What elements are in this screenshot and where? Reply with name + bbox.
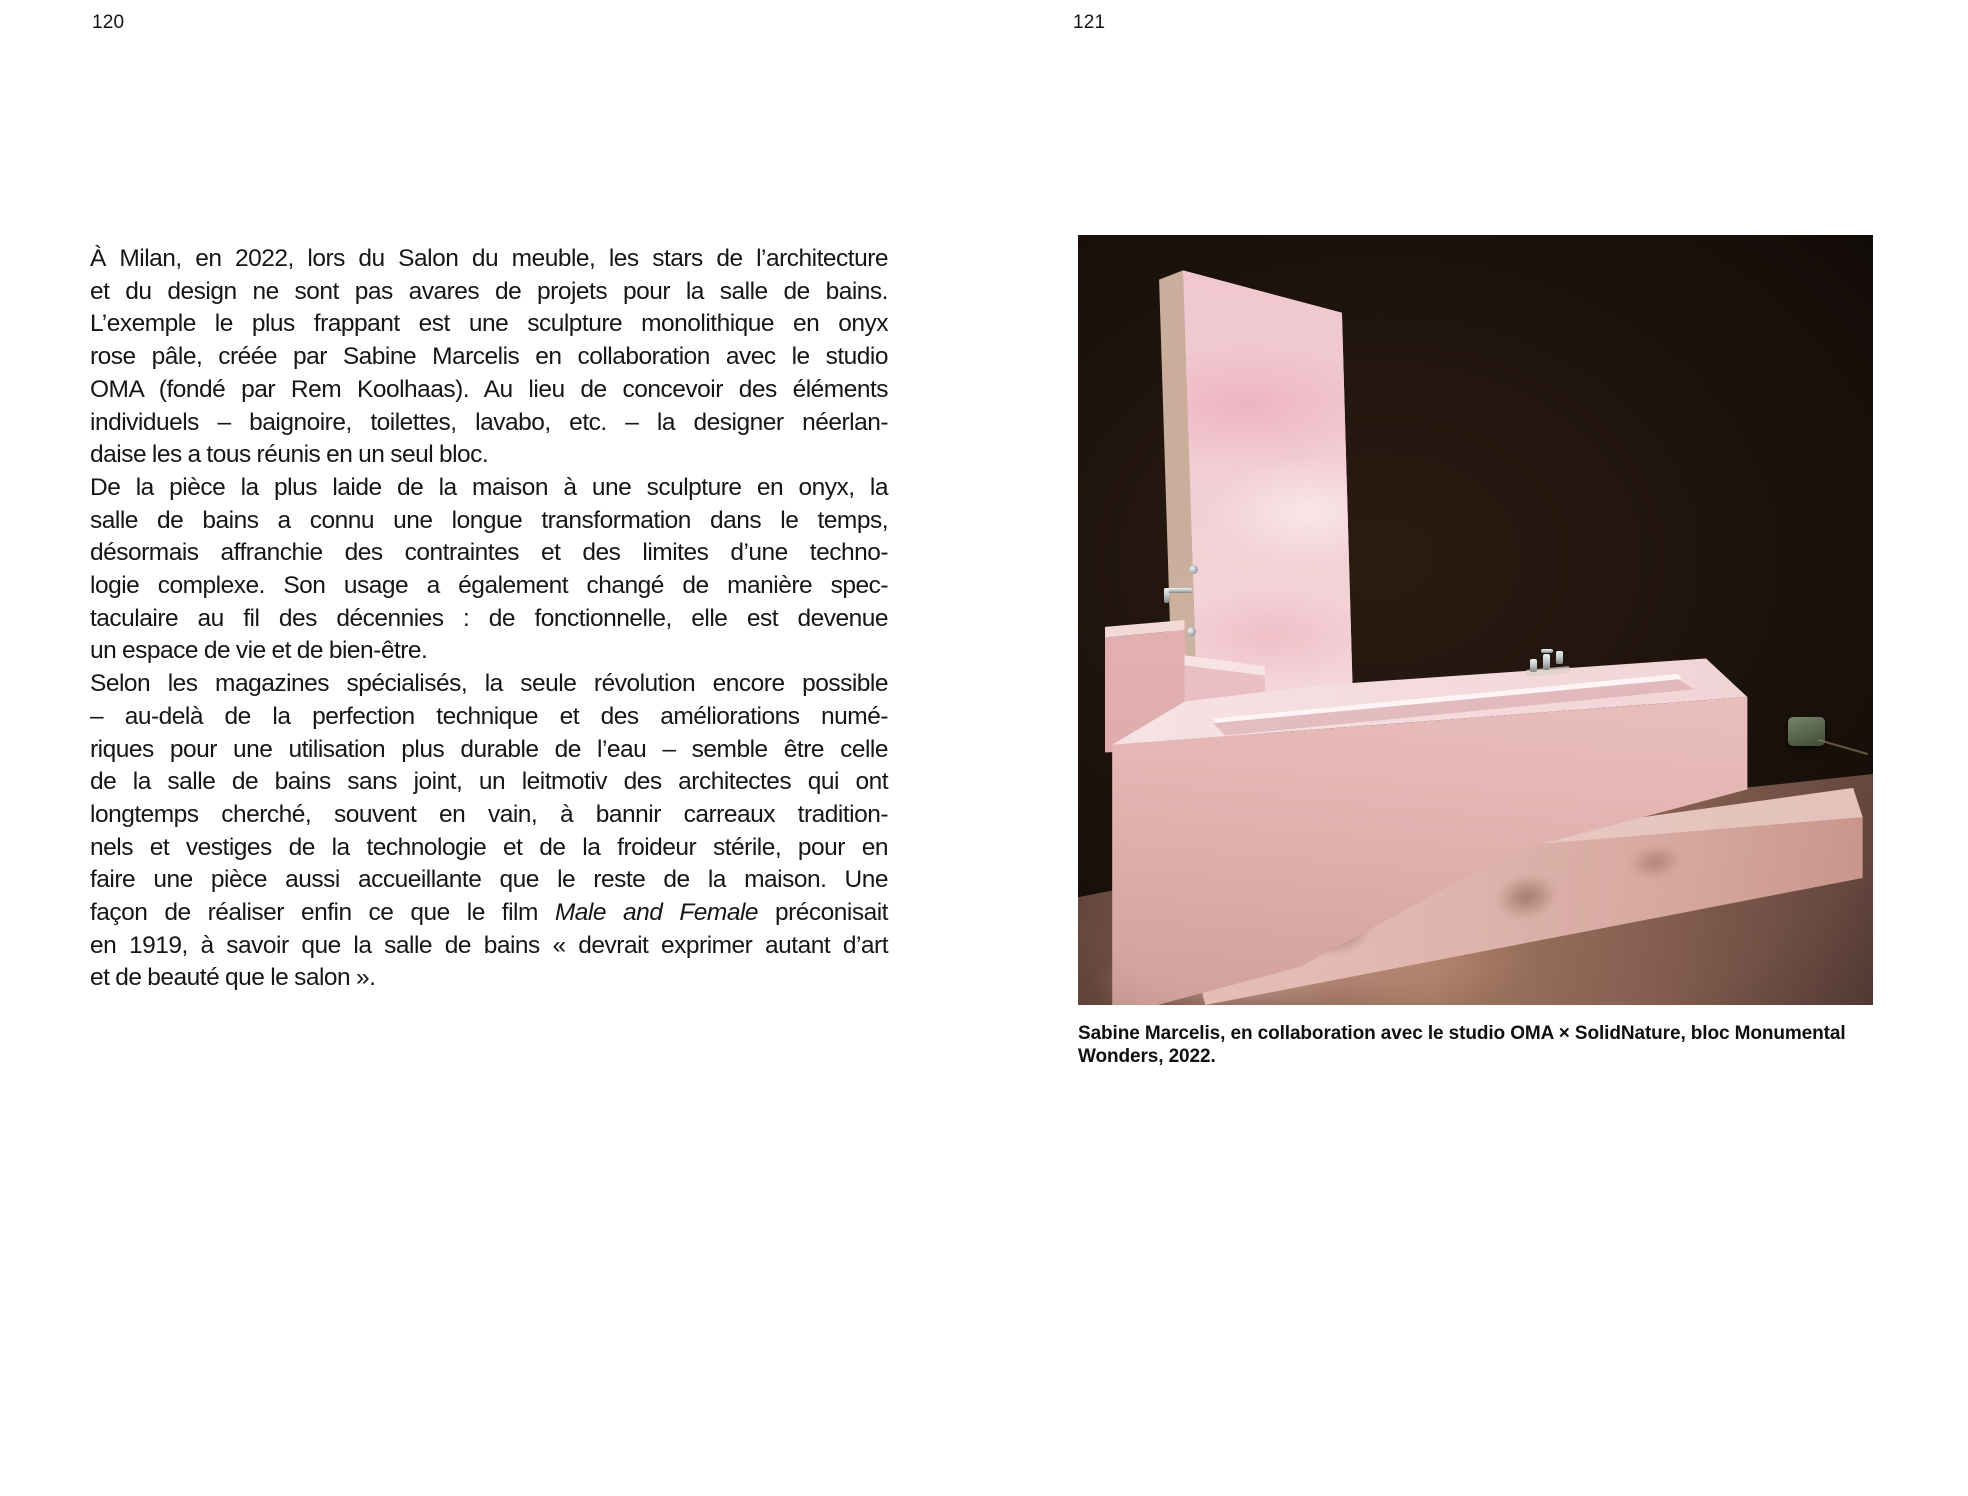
photo-caption bbox=[1078, 1022, 1868, 1068]
text-line: individuels – baignoire, toilettes, lavabo, etc. – la designer néerlan- bbox=[90, 408, 888, 436]
text-line: – au-delà de la perfection technique et des améliorations numé- bbox=[90, 702, 888, 730]
text-line: Selon les magazines spécialisés, la seule révolution encore possible bbox=[90, 670, 888, 698]
text-line: salle de bains a connu une longue transformation dans le temps, bbox=[90, 506, 888, 534]
photo-vignette bbox=[1078, 235, 1873, 1005]
text-line: et de beauté que le salon ». bbox=[90, 964, 376, 992]
text-line: longtemps cherché, souvent en vain, à bannir carreaux tradition- bbox=[90, 800, 888, 828]
caption-line-2: Wonders, 2022. bbox=[1078, 1046, 1216, 1067]
text-line: désormais affranchie des contraintes et des limites d’une techno- bbox=[90, 539, 888, 567]
text-line: De la pièce la plus laide de la maison à une sculpture en onyx, la bbox=[90, 473, 888, 501]
body-text-column bbox=[90, 243, 888, 995]
text-line: logie complexe. Son usage a également changé de manière spec- bbox=[90, 572, 888, 600]
text-line: daise les a tous réunis en un seul bloc. bbox=[90, 441, 489, 469]
caption-line-1: Sabine Marcelis, en collaboration avec le studio OMA × SolidNature, bloc Monumental bbox=[1078, 1023, 1846, 1044]
text-line: L’exemple le plus frappant est une sculpture monolithique en onyx bbox=[90, 310, 888, 338]
page-number-right: 121 bbox=[1073, 12, 1106, 33]
text-line: taculaire au fil des décennies : de fonctionnelle, elle est devenue bbox=[90, 604, 888, 632]
text-line: de la salle de bains sans joint, un leitmotiv des architectes qui ont bbox=[90, 768, 888, 796]
monumental-wonders-photo bbox=[1078, 235, 1873, 1005]
text-line: un espace de vie et de bien-être. bbox=[90, 637, 428, 665]
page-121 bbox=[984, 0, 1968, 1496]
text-line: et du design ne sont pas avares de projets pour la salle de bains. bbox=[90, 277, 888, 305]
page-number-left: 120 bbox=[92, 12, 125, 33]
text-line: rose pâle, créée par Sabine Marcelis en collaboration avec le studio bbox=[90, 343, 888, 371]
text-line: faire une pièce aussi accueillante que le reste de la maison. Une bbox=[90, 866, 888, 894]
text-line: façon de réaliser enfin ce que le film Male and Female préconisait bbox=[90, 899, 888, 927]
text-line: À Milan, en 2022, lors du Salon du meuble, les stars de l’architecture bbox=[90, 245, 888, 272]
text-line: nels et vestiges de la technologie et de la froideur stérile, pour en bbox=[90, 833, 888, 861]
text-line: riques pour une utilisation plus durable de l’eau – semble être celle bbox=[90, 735, 888, 763]
text-line: OMA (fondé par Rem Koolhaas). Au lieu de concevoir des éléments bbox=[90, 375, 888, 403]
text-line: en 1919, à savoir que la salle de bains « devrait exprimer autant d’art bbox=[90, 931, 888, 959]
